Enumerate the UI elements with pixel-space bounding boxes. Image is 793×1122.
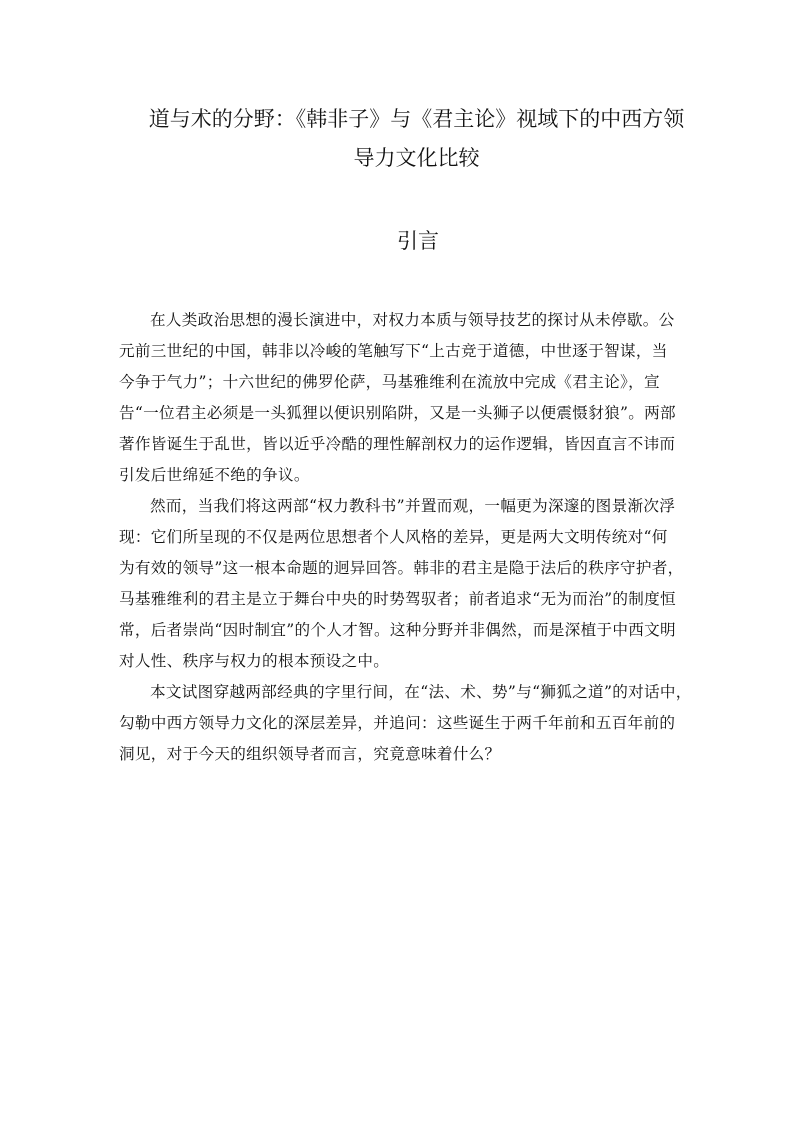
text-line: 勾勒中西方领导力文化的深层差异，并追问：这些诞生于两千年前和五百年前的	[119, 714, 676, 732]
document-title	[100, 100, 733, 178]
text-line: 对人性、秩序与权力的根本预设之中。	[119, 652, 390, 670]
paragraph-1	[119, 305, 675, 491]
document-body	[119, 305, 692, 770]
text-line: 本文试图穿越两部经典的字里行间，在“法、术、势”与“狮狐之道”的对话中，	[150, 683, 692, 701]
text-line: 告“一位君主必须是一头狐狸以便识别陷阱，又是一头狮子以便震慑豺狼”。两部	[119, 404, 676, 422]
text-line: 为有效的领导”这一根本命题的迥异回答。韩非的君主是隐于法后的秩序守护者，	[119, 559, 684, 577]
paragraph-3	[119, 677, 692, 770]
title-line-1: 道与术的分野：《韩非子》与《君主论》视域下的中西方领	[148, 107, 685, 131]
text-line: 今争于气力”；十六世纪的佛罗伦萨，马基雅维利在流放中完成《君主论》，宣	[119, 373, 660, 391]
text-line: 然而，当我们将这两部“权力教科书”并置而观，一幅更为深邃的图景渐次浮	[150, 497, 676, 515]
text-line: 现：它们所呈现的不仅是两位思想者个人风格的差异，更是两大文明传统对“何	[119, 528, 668, 546]
text-line: 著作皆诞生于乱世，皆以近乎冷酷的理性解剖权力的运作逻辑，皆因直言不讳而	[119, 435, 676, 453]
title-line-2: 导力文化比较	[353, 146, 480, 170]
text-line: 马基雅维利的君主是立于舞台中央的时势驾驭者；前者追求“无为而治”的制度恒	[119, 590, 676, 608]
text-line: 常，后者崇尚“因时制宜”的个人才智。这种分野并非偶然，而是深植于中西文明	[119, 621, 676, 639]
text-line: 洞见，对于今天的组织领导者而言，究竟意味着什么？	[119, 745, 501, 763]
section-heading: 引言	[397, 229, 439, 253]
text-line: 引发后世绵延不绝的争议。	[119, 466, 310, 484]
text-line: 在人类政治思想的漫长演进中，对权力本质与领导技艺的探讨从未停歇。公	[150, 311, 675, 329]
paragraph-2	[119, 491, 684, 677]
text-line: 元前三世纪的中国，韩非以冷峻的笔触写下“上古竞于道德，中世逐于智谋，当	[119, 342, 668, 360]
